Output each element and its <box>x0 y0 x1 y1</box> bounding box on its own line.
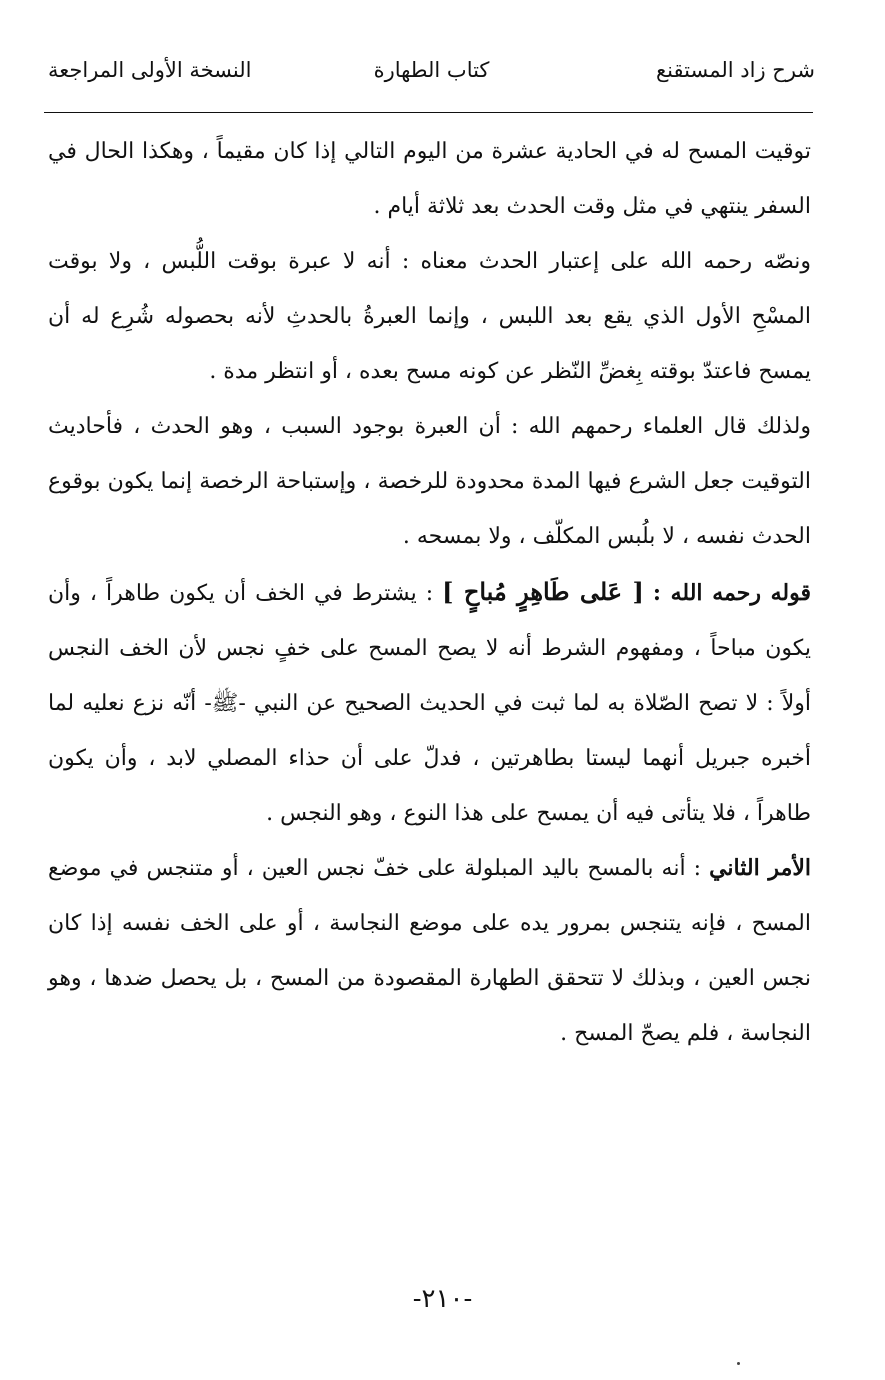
paragraph-5-text: : أنه بالمسح باليد المبلولة على خفّ نجس العين ، أو متنجس في موضع المسح ، فإنه يتنجس بمرور يده على موضع النجاسة ، أو على الخف نفسه إذا كان نجس العين ، وبذلك لا تتحقق الطهارة المقصودة من المسح ، بل يحصل ضدها ، وهو النجاسة ، فلم يصحّ المسح . <box>48 856 811 1046</box>
paragraph-4-text: : يشترط في الخف أن يكون طاهراً ، وأن يكون مباحاً ، ومفهوم الشرط أنه لا يصح المسح على خفٍ نجس لأن الخف النجس أولاً : لا تصح الصّلاة به لما ثبت في الحديث الصحيح عن النبي -ﷺ- أنّه نزع نعليه لما أخبره جبريل أنهما ليستا بطاهرتين ، فدلّ على أن حذاء المصلي لابد ، وأن يكون طاهراً ، فلا يتأتى فيه أن يمسح على هذا النوع ، وهو النجس . <box>48 581 811 826</box>
body-text <box>48 124 811 1061</box>
paragraph-5-lead: الأمر الثاني <box>709 855 812 881</box>
paragraph-3-text: ولذلك قال العلماء رحمهم الله : أن العبرة بوجود السبب ، وهو الحدث ، فأحاديث التوقيت جعل الشرع فيها المدة محدودة للرخصة ، وإستباحة الرخصة إنما يكون بوقوع الحدث نفسه ، لا بلُبس المكلّف ، ولا بمسحه . <box>48 414 811 549</box>
header-book-title: شرح زاد المستقنع <box>656 58 815 82</box>
header-chapter-title: كتاب الطهارة <box>373 58 490 82</box>
paragraph-1 <box>48 124 811 234</box>
running-header <box>48 58 815 98</box>
paragraph-4-quoted-matn: [ عَلى طَاهِرٍ مُباحٍ ] <box>442 577 644 606</box>
paragraph-4-lead: قوله رحمه الله : <box>652 580 811 606</box>
header-edition-note: النسخة الأولى المراجعة <box>48 58 252 82</box>
paragraph-2-text: ونصّه رحمه الله على إعتبار الحدث معناه : أنه لا عبرة بوقت اللُّبس ، ولا بوقت المسْحِ الأول الذي يقع بعد اللبس ، وإنما العبرةُ بالحدثِ لأنه بحصوله شُرِع له أن يمسح فاعتدّ بوقته بِغضِّ النّظر عن كونه مسح بعده ، أو انتظر مدة . <box>48 249 811 384</box>
header-divider <box>44 112 813 113</box>
paragraph-4 <box>48 564 811 841</box>
page-number: -٢١٠- <box>412 1284 473 1314</box>
paragraph-3 <box>48 399 811 564</box>
paragraph-5 <box>48 841 811 1061</box>
scan-speck <box>737 1362 740 1365</box>
paragraph-1-text: توقيت المسح له في الحادية عشرة من اليوم التالي إذا كان مقيماً ، وهكذا الحال في السفر ينتهي في مثل وقت الحدث بعد ثلاثة أيام . <box>48 139 811 219</box>
paragraph-2 <box>48 234 811 399</box>
